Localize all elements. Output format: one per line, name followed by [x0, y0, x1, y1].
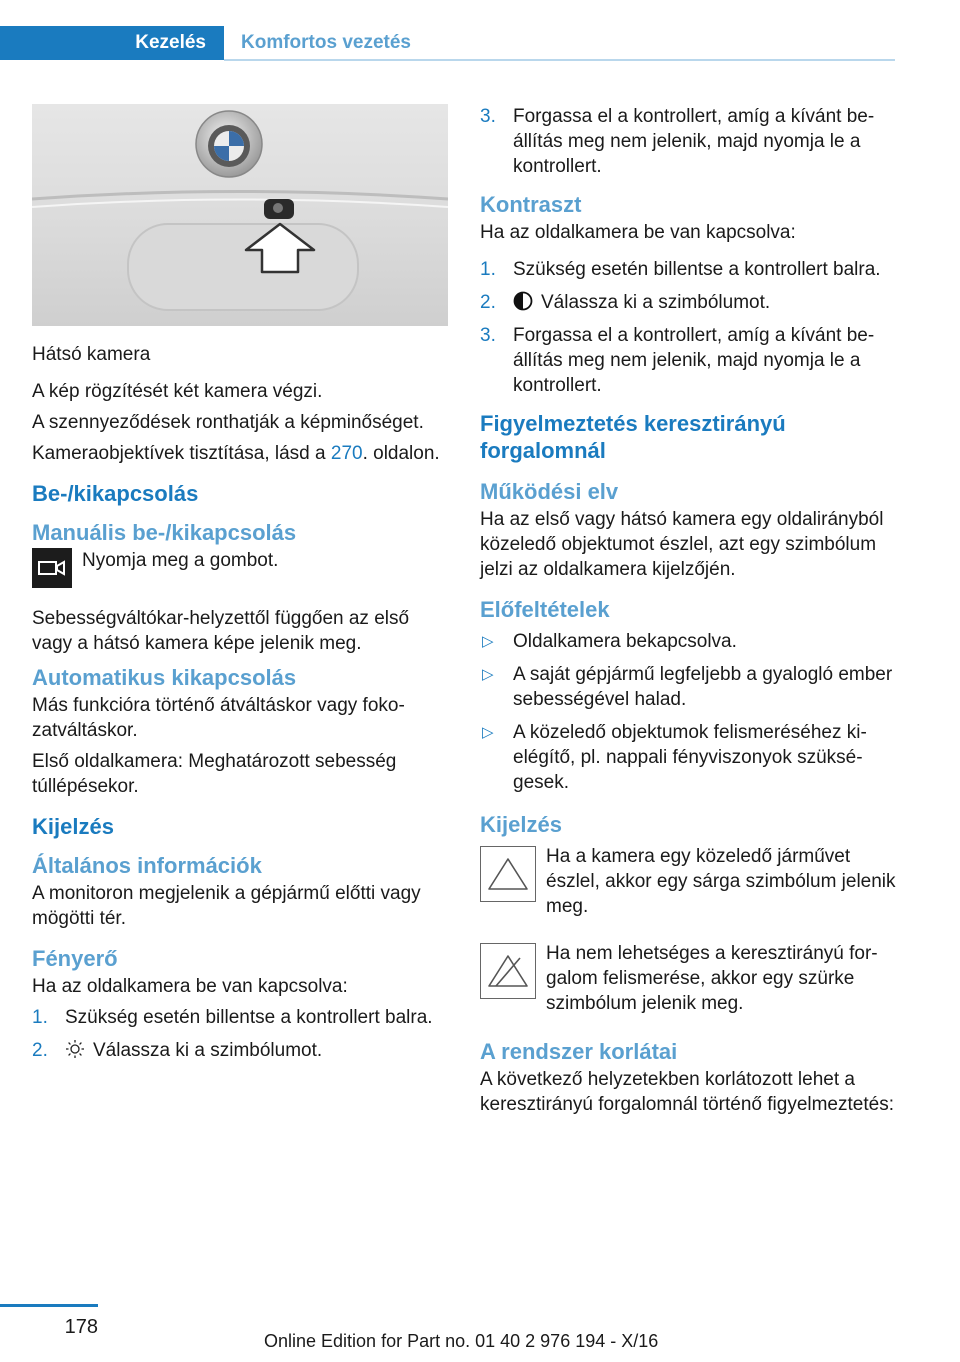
paragraph: Sebességváltókar-helyzettől függően az első vagy a hátsó kamera képe jelenik meg. — [32, 608, 410, 654]
heading-limits: A rendszer korlátai — [480, 1039, 678, 1064]
bullet-triangle-icon: ▷ — [482, 724, 494, 741]
left-column — [32, 104, 448, 1071]
paragraph: Ha az oldalkamera be van kapcsolva: — [480, 222, 796, 243]
heading-display-right: Kijelzés — [480, 812, 562, 837]
heading-manual: Manuális be-/kikapcsolás — [32, 520, 297, 545]
list-item: ▷ A saját gépjármű legfeljebb a gyalogló ember sebességével halad. — [482, 664, 893, 710]
heading-display: Kijelzés — [32, 814, 114, 839]
list-item: 1. Szükség esetén billentse a kontrollert balra. — [480, 259, 881, 280]
heading-prerequisites: Előfeltételek — [480, 597, 610, 622]
display-text-yellow: Ha a kamera egy közeledő járművet észlel, akkor egy sárga szimbólum jelenik meg. — [546, 846, 896, 917]
brightness-icon — [65, 1039, 85, 1059]
list-item: ▷ A közeledő objektumok felismeréséhez kielégítő, pl. nappali fényviszonyok szükségesek. — [482, 722, 867, 793]
paragraph: Első oldalkamera: Meghatározott sebesség túllépésekor. — [32, 751, 397, 797]
contrast-steps — [480, 257, 896, 398]
rear-camera-photo — [32, 104, 448, 326]
heading-auto-off: Automatikus kikapcsolás — [32, 665, 297, 690]
heading-onoff: Be-/kikapcsolás — [32, 481, 199, 506]
display-row-grey — [480, 941, 896, 1016]
bullet-triangle-icon: ▷ — [482, 633, 494, 650]
heading-general: Általános információk — [32, 853, 262, 878]
list-item: 1. Szükség esetén billentse a kontrollert balra. — [32, 1007, 433, 1028]
header-rule — [224, 59, 895, 61]
manual-text: Nyomja meg a gombot. — [82, 550, 279, 571]
warning-triangle-icon — [480, 846, 536, 902]
camera-button-icon — [32, 548, 72, 588]
display-text-grey: Ha nem lehetséges a keresztirányú forgalom felismerése, akkor egy szürke szimbólum jelenik meg. — [546, 943, 878, 1014]
page-link[interactable]: 270 — [330, 443, 363, 464]
paragraph: A szennyeződések ronthatják a képminőséget. — [32, 412, 424, 433]
chapter-tab[interactable]: Kezelés — [0, 26, 224, 60]
list-item: 3. Forgassa el a kontrollert, amíg a kívánt beállítás meg nem jelenik, majd nyomja le a kontrollert. — [480, 325, 875, 396]
heading-cross-traffic: Figyelmeztetés keresztirányú forgalomnál — [480, 411, 786, 463]
brightness-steps — [32, 1005, 448, 1063]
paragraph: A monitoron megjelenik a gépjármű előtti vagy mögötti tér. — [32, 883, 421, 929]
list-item: ▷ Oldalkamera bekapcsolva. — [482, 631, 737, 652]
manual-button-row — [32, 548, 448, 592]
list-item: 2. Válassza ki a szimbólumot. — [32, 1040, 323, 1061]
paragraph: Ha az oldalkamera be van kapcsolva: — [32, 976, 348, 997]
prerequisites-list — [480, 629, 896, 795]
page-header — [0, 26, 895, 62]
paragraph: Ha az első vagy hátsó kamera egy oldalirányból közeledő objektumot észlel, azt egy szimbólum jelzi az oldalkamera kijelzőjén. — [480, 509, 884, 580]
edition-note: Online Edition for Part no. 01 40 2 976 194 - X/16 — [264, 1331, 659, 1351]
brightness-steps-continued — [480, 104, 896, 179]
contrast-icon — [513, 291, 533, 311]
paragraph: Más funkcióra történő átváltáskor vagy fokozatváltáskor. — [32, 695, 405, 741]
footer-rule — [0, 1304, 98, 1307]
right-column — [480, 104, 896, 1123]
photo-caption: Hátsó kamera — [32, 344, 151, 365]
display-row-yellow — [480, 844, 896, 919]
paragraph: A kép rögzítését két kamera végzi. — [32, 381, 323, 402]
page-number: 178 — [64, 1316, 98, 1338]
section-title[interactable]: Komfortos vezetés — [241, 32, 411, 53]
list-item: 3. Forgassa el a kontrollert, amíg a kívánt beállítás meg nem jelenik, majd nyomja le a kontrollert. — [480, 106, 875, 177]
heading-contrast: Kontraszt — [480, 192, 582, 217]
bullet-triangle-icon: ▷ — [482, 666, 494, 683]
list-item: 2. Válassza ki a szimbólumot. — [480, 292, 771, 313]
warning-triangle-crossed-icon — [480, 943, 536, 999]
heading-principle: Működési elv — [480, 479, 619, 504]
paragraph-cleaning-reference: Kameraobjektívek tisztítása, lásd a 270. oldalon. — [32, 443, 440, 464]
paragraph: A következő helyzetekben korlátozott lehet a keresztirányú forgalomnál történő figyelmeztetés: — [480, 1069, 894, 1115]
heading-brightness: Fényerő — [32, 946, 118, 971]
